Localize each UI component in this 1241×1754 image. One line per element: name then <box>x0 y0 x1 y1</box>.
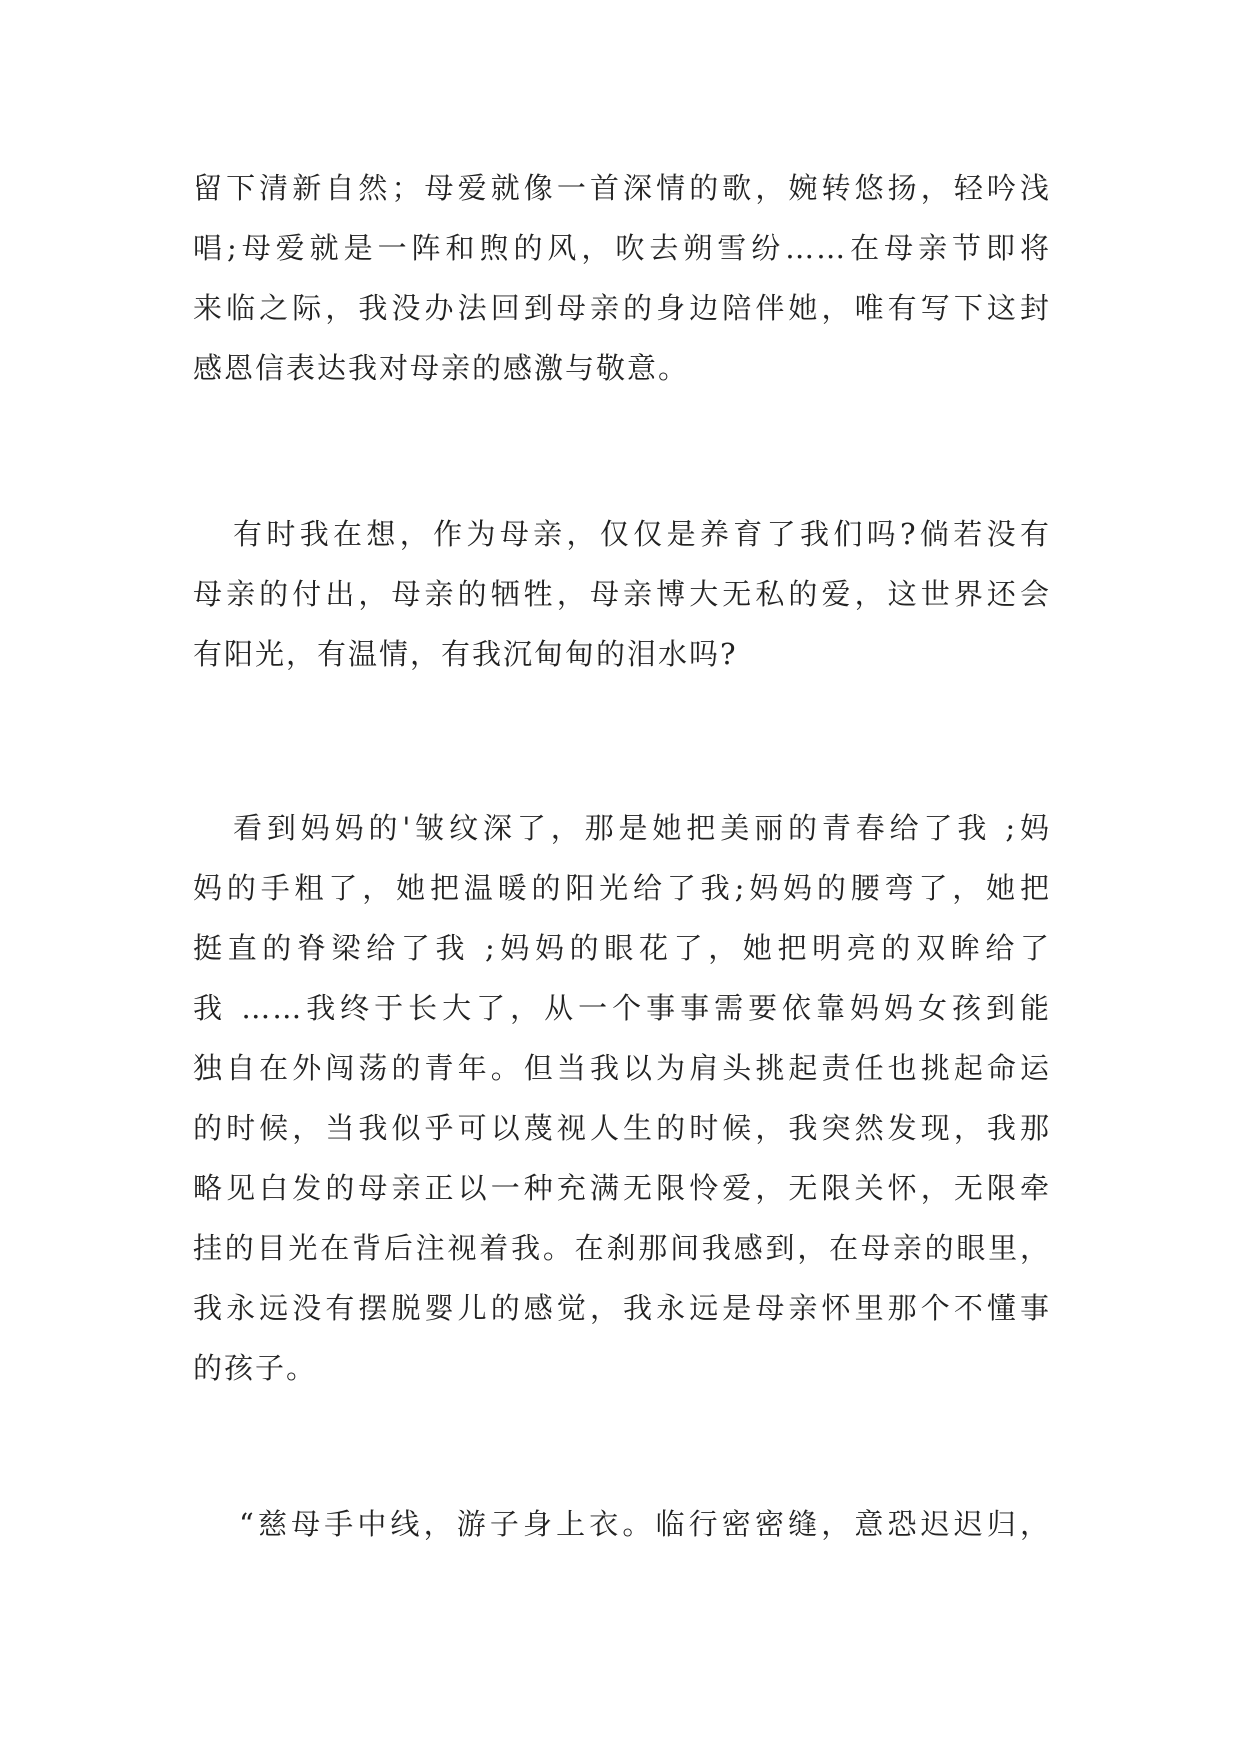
paragraph-line: 我 ……我终于长大了，从一个事事需要依靠妈妈女孩到能 <box>193 991 1051 1025</box>
paragraph-line: 挺直的脊梁给了我 ;妈妈的眼花了，她把明亮的双眸给了 <box>193 931 1051 965</box>
paragraph-line: 唱;母爱就是一阵和煦的风，吹去朔雪纷……在母亲节即将 <box>193 231 1051 265</box>
paragraph-line: 的孩子。 <box>193 1351 318 1385</box>
paragraph-line: 妈的手粗了，她把温暖的阳光给了我;妈妈的腰弯了，她把 <box>193 871 1051 905</box>
paragraph-line: 母亲的付出，母亲的牺牲，母亲博大无私的爱，这世界还会 <box>193 577 1051 611</box>
paragraph-line: 有时我在想，作为母亲，仅仅是养育了我们吗?倘若没有 <box>233 517 1051 551</box>
paragraph-2 <box>193 504 1051 684</box>
paragraph-1 <box>193 158 1051 398</box>
paragraph-line: 感恩信表达我对母亲的感激与敬意。 <box>193 351 690 385</box>
paragraph-line: 独自在外闯荡的青年。但当我以为肩头挑起责任也挑起命运 <box>193 1051 1051 1085</box>
paragraph-line: “慈母手中线，游子身上衣。临行密密缝，意恐迟迟归， <box>239 1507 1051 1541</box>
paragraph-line: 略见白发的母亲正以一种充满无限怜爱，无限关怀，无限牵 <box>193 1171 1051 1205</box>
paragraph-line: 的时候，当我似乎可以蔑视人生的时候，我突然发现，我那 <box>193 1111 1051 1145</box>
paragraph-line: 挂的目光在背后注视着我。在刹那间我感到，在母亲的眼里， <box>193 1231 1051 1265</box>
paragraph-line: 留下清新自然；母爱就像一首深情的歌，婉转悠扬，轻吟浅 <box>193 171 1051 205</box>
paragraph-4 <box>193 1494 1051 1554</box>
paragraph-line: 有阳光，有温情，有我沉甸甸的泪水吗? <box>193 637 738 671</box>
paragraph-line: 我永远没有摆脱婴儿的感觉，我永远是母亲怀里那个不懂事 <box>193 1291 1051 1325</box>
paragraph-line: 看到妈妈的'皱纹深了，那是她把美丽的青春给了我 ;妈 <box>233 811 1051 845</box>
paragraph-3 <box>193 798 1051 1398</box>
paragraph-line: 来临之际，我没办法回到母亲的身边陪伴她，唯有写下这封 <box>193 291 1051 325</box>
